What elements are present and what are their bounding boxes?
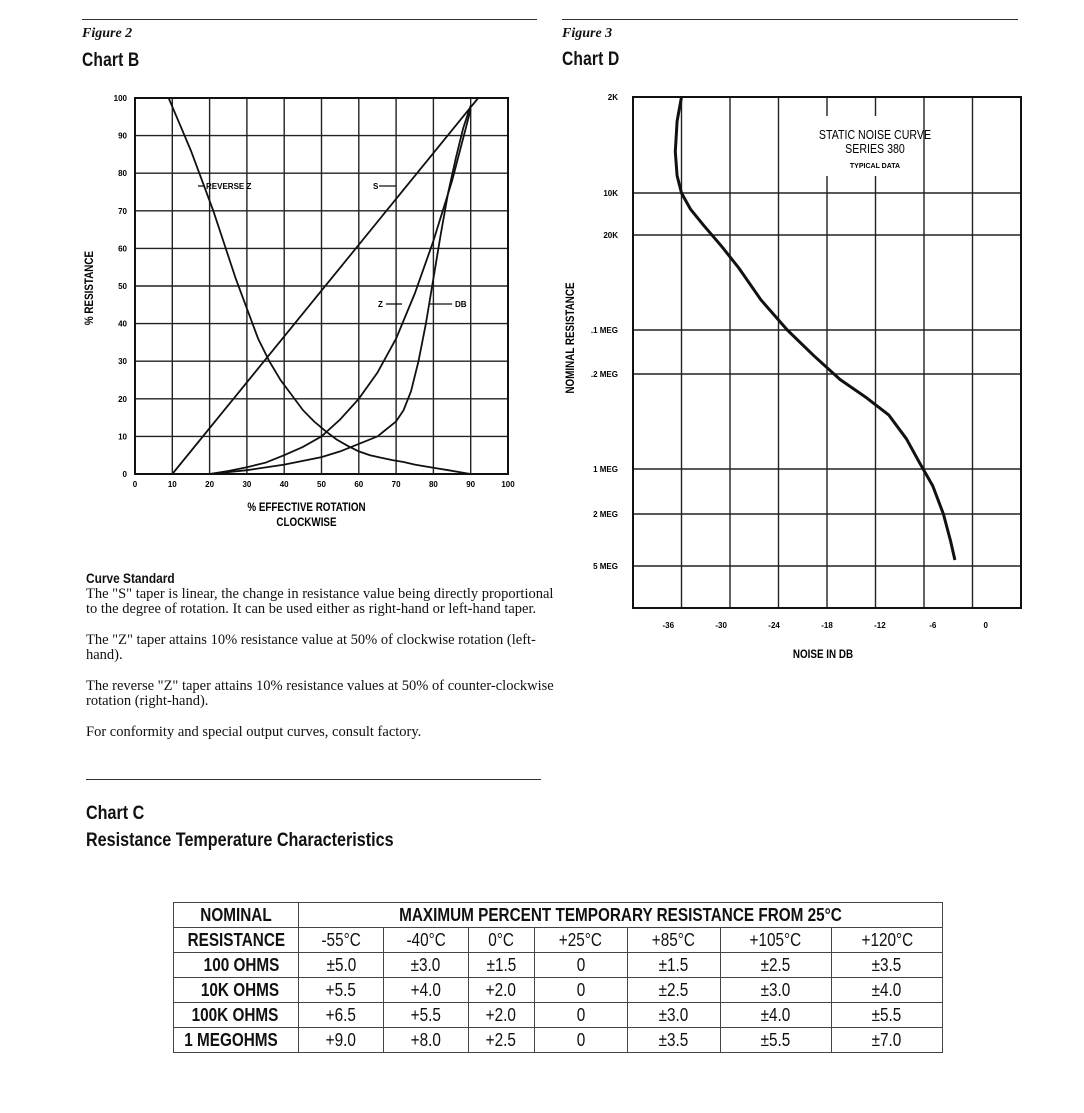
- y-tick-label: 100: [113, 94, 127, 103]
- figure-2-label: Figure 2: [82, 26, 133, 41]
- y-tick-label: .1 MEG: [590, 326, 618, 335]
- x-tick-label: 0: [983, 621, 988, 630]
- row-label: 1 MEGOHMS: [174, 1028, 299, 1053]
- table-cell: ±7.0: [831, 1028, 942, 1053]
- y-tick-label: 10K: [603, 189, 618, 198]
- series-label: DB: [455, 300, 467, 309]
- table-row: [174, 978, 943, 1003]
- x-tick-label: 40: [279, 480, 289, 489]
- y-tick-label: 5 MEG: [593, 562, 618, 571]
- series-label: Z: [378, 300, 383, 309]
- y-axis-label: % RESISTANCE: [83, 250, 97, 326]
- table-cell: +2.0: [468, 1003, 534, 1028]
- section-rule: [86, 779, 541, 780]
- y-tick-label: 0: [122, 470, 127, 479]
- table-cell: 0: [534, 1028, 627, 1053]
- row-header-cell: [174, 928, 299, 953]
- chart-b-name: Chart B: [82, 50, 140, 71]
- table-cell: ±5.0: [299, 953, 384, 978]
- table-cell: ±3.5: [627, 1028, 720, 1053]
- x-tick-label: -18: [821, 621, 833, 630]
- table-cell: ±3.0: [720, 978, 831, 1003]
- table-cell: ±3.0: [627, 1003, 720, 1028]
- table-cell: ±3.0: [383, 953, 468, 978]
- x-tick-label: 100: [501, 480, 515, 489]
- series-label: S: [373, 182, 379, 191]
- table-cell: ±2.5: [720, 953, 831, 978]
- table-cell: ±1.5: [627, 953, 720, 978]
- annotation-series: SERIES 380: [845, 142, 905, 157]
- table-cell: ±5.5: [831, 1003, 942, 1028]
- table-cell: +8.0: [383, 1028, 468, 1053]
- y-tick-label: 1 MEG: [593, 465, 618, 474]
- table-column-row: [174, 928, 943, 953]
- column-header: +105°C: [720, 928, 831, 953]
- chart-d-name: Chart D: [562, 49, 620, 70]
- row-header-line-2: RESISTANCE: [187, 929, 285, 950]
- y-tick-label: 40: [118, 319, 127, 329]
- table-cell: ±4.0: [720, 1003, 831, 1028]
- table-cell: 0: [534, 1003, 627, 1028]
- x-tick-label: 50: [317, 480, 326, 489]
- y-tick-label: 50: [118, 282, 127, 291]
- curve-standard-paragraph: For conformity and special output curves, consult factory.: [86, 724, 422, 740]
- x-axis-label: CLOCKWISE: [276, 516, 337, 530]
- y-tick-label: 2K: [607, 93, 618, 102]
- x-tick-label: -12: [874, 621, 886, 630]
- column-header: -40°C: [383, 928, 468, 953]
- table-cell: +5.5: [299, 978, 384, 1003]
- x-tick-label: 80: [428, 480, 438, 489]
- y-tick-label: 20K: [603, 231, 618, 240]
- y-tick-label: 80: [118, 169, 127, 179]
- column-header: +25°C: [534, 928, 627, 953]
- table-row: [174, 953, 943, 978]
- x-axis-label: % EFFECTIVE ROTATION: [247, 501, 366, 515]
- x-axis-label: NOISE IN DB: [792, 648, 854, 662]
- annotation-note: TYPICAL DATA: [849, 163, 901, 170]
- table-cell: ±4.0: [831, 978, 942, 1003]
- table-cell: 0: [534, 978, 627, 1003]
- curve-standard-text: [86, 587, 556, 756]
- table-cell: +2.5: [468, 1028, 534, 1053]
- x-tick-label: 20: [205, 480, 215, 489]
- table-header-row: [174, 903, 943, 928]
- chart-c-title: Resistance Temperature Characteristics: [86, 830, 394, 851]
- figure-3-label: Figure 3: [562, 26, 613, 41]
- row-header-line-1: NOMINAL: [200, 904, 272, 925]
- y-axis-label: NOMINAL RESISTANCE: [564, 282, 578, 394]
- column-header: 0°C: [468, 928, 534, 953]
- x-tick-label: -36: [662, 621, 675, 630]
- table-cell: +5.5: [383, 1003, 468, 1028]
- series-label: REVERSE Z: [206, 182, 252, 191]
- row-label: 100K OHMS: [174, 1003, 299, 1028]
- row-header-cell: [174, 903, 299, 928]
- x-tick-label: 0: [132, 480, 138, 489]
- y-tick-label: 10: [118, 432, 127, 442]
- group-header-cell: [299, 903, 943, 928]
- column-header: -55°C: [299, 928, 384, 953]
- table-cell: 0: [534, 953, 627, 978]
- row-label: 100 OHMS: [174, 953, 299, 978]
- y-tick-label: 2 MEG: [593, 510, 618, 519]
- y-tick-label: 20: [118, 394, 127, 404]
- column-header: +85°C: [627, 928, 720, 953]
- y-tick-label: 90: [118, 131, 127, 141]
- x-tick-label: 30: [242, 480, 252, 489]
- curve-standard-paragraph: The reverse "Z" taper attains 10% resistance values at 50% of counter-clockwise rotation (right-hand).: [86, 678, 554, 709]
- y-tick-label: .2 MEG: [590, 370, 618, 379]
- table-row: [174, 1028, 943, 1053]
- y-tick-label: 70: [118, 206, 127, 216]
- table-row: [174, 1003, 943, 1028]
- curve-standard-paragraph: The "S" taper is linear, the change in resistance value being directly proportional to the degree of rotation. It can be used either as right-hand or left-hand taper.: [86, 586, 554, 617]
- resistance-temperature-table: [173, 902, 943, 1053]
- x-tick-label: -24: [768, 621, 780, 630]
- table-cell: ±3.5: [831, 953, 942, 978]
- y-tick-label: 60: [118, 244, 127, 254]
- table-cell: ±2.5: [627, 978, 720, 1003]
- table-cell: ±1.5: [468, 953, 534, 978]
- x-tick-label: 70: [391, 480, 401, 489]
- x-tick-label: 90: [466, 480, 476, 489]
- table-cell: +6.5: [299, 1003, 384, 1028]
- x-tick-label: 60: [354, 480, 364, 489]
- x-tick-label: -6: [929, 621, 937, 630]
- annotation-title: STATIC NOISE CURVE: [818, 128, 932, 143]
- chart-c-name: Chart C: [86, 803, 145, 824]
- y-tick-label: 30: [118, 357, 127, 367]
- table-cell: +9.0: [299, 1028, 384, 1053]
- table-cell: +2.0: [468, 978, 534, 1003]
- table-cell: ±5.5: [720, 1028, 831, 1053]
- column-header: +120°C: [831, 928, 942, 953]
- curve-standard-heading: Curve Standard: [86, 570, 175, 586]
- table-cell: +4.0: [383, 978, 468, 1003]
- x-tick-label: 10: [167, 480, 177, 489]
- group-header: MAXIMUM PERCENT TEMPORARY RESISTANCE FROM 25°C: [399, 904, 842, 925]
- row-label: 10K OHMS: [174, 978, 299, 1003]
- x-tick-label: -30: [715, 621, 727, 630]
- curve-standard-paragraph: The "Z" taper attains 10% resistance value at 50% of clockwise rotation (left-hand).: [86, 632, 536, 663]
